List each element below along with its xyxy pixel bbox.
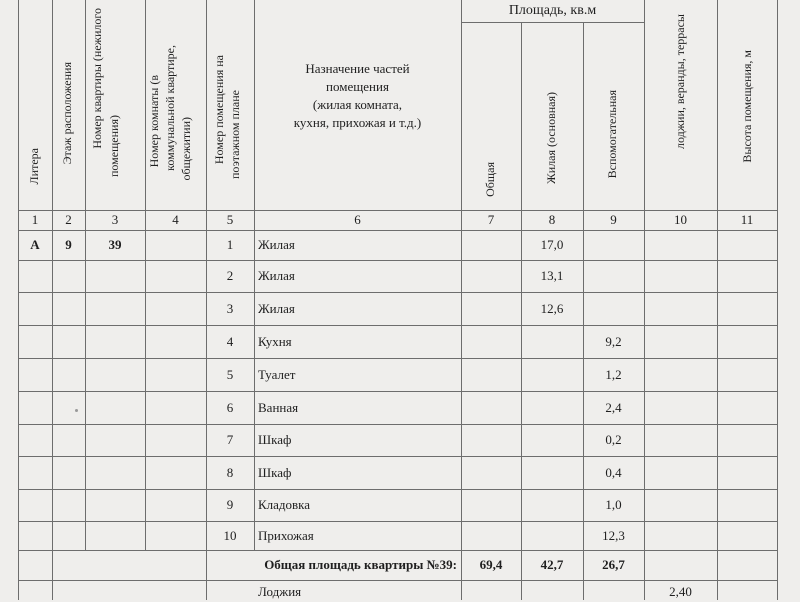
loggia-area: 2,40 <box>669 584 692 600</box>
summary-auxiliary: 26,7 <box>602 557 625 573</box>
header-purpose-line3: (жилая комната, <box>312 97 403 113</box>
room-number: 3 <box>226 300 234 316</box>
header-room-line2: коммунальной квартире, <box>163 45 177 171</box>
header-loggia: лоджии, веранды, террасы <box>673 14 687 150</box>
extra-room-name: Лоджия <box>258 584 302 600</box>
column-number: 8 <box>548 212 556 228</box>
header-purpose-line1: Назначение частей <box>305 61 410 77</box>
room-number: 2 <box>226 268 234 284</box>
summary-living: 42,7 <box>540 557 564 573</box>
speck <box>75 409 78 412</box>
header-room-line3: общежитии) <box>179 117 193 181</box>
room-number: 10 <box>223 527 237 543</box>
room-name: Жилая <box>258 237 295 253</box>
header-apartment-line1: Номер квартиры (нежилого <box>90 8 104 149</box>
room-number: 6 <box>226 399 234 415</box>
auxiliary-area: 1,0 <box>605 497 622 513</box>
auxiliary-area: 9,2 <box>605 333 622 349</box>
header-total: Общая <box>483 162 497 197</box>
living-area: 13,1 <box>540 268 564 284</box>
room-name: Кладовка <box>258 497 311 513</box>
summary-total: 69,4 <box>479 557 503 573</box>
column-number: 9 <box>610 212 617 228</box>
auxiliary-area: 1,2 <box>605 366 622 382</box>
area-group-header: Площадь, кв.м <box>508 2 597 18</box>
header-auxiliary: Вспомогательная <box>605 90 619 179</box>
header-purpose-line2: помещения <box>326 79 389 95</box>
header-purpose-line4: кухня, прихожая и т.д.) <box>293 115 422 131</box>
room-number: 4 <box>226 333 234 349</box>
summary-label: Общая площадь квартиры №39: <box>264 557 457 573</box>
room-number: 1 <box>226 237 234 253</box>
room-number: 8 <box>226 464 234 480</box>
auxiliary-area: 0,4 <box>605 464 622 480</box>
column-number: 1 <box>31 212 39 228</box>
auxiliary-area: 2,4 <box>605 399 622 415</box>
auxiliary-area: 0,2 <box>605 432 622 448</box>
column-number: 3 <box>111 212 119 228</box>
column-number: 2 <box>65 212 72 228</box>
litera-value: А <box>30 237 40 253</box>
column-number: 10 <box>674 212 687 228</box>
header-litera: Литера <box>27 148 41 185</box>
floor-value: 9 <box>65 237 72 253</box>
auxiliary-area: 12,3 <box>602 527 625 543</box>
room-number: 7 <box>226 432 234 448</box>
room-number: 5 <box>226 366 234 382</box>
room-number: 9 <box>226 497 234 513</box>
room-name: Шкаф <box>258 432 292 448</box>
room-name: Жилая <box>258 268 295 284</box>
room-name: Туалет <box>258 366 296 382</box>
room-name: Прихожая <box>258 527 314 543</box>
column-number: 7 <box>487 212 495 228</box>
apartment-value: 39 <box>108 237 122 253</box>
header-height: Высота помещения, м <box>740 50 754 163</box>
living-area: 17,0 <box>540 237 564 253</box>
room-name: Шкаф <box>258 464 292 480</box>
room-name: Кухня <box>258 333 292 349</box>
header-plan-line2: поэтажном плане <box>228 90 242 179</box>
column-number: 11 <box>740 212 754 228</box>
column-number: 6 <box>354 212 361 228</box>
header-living: Жилая (основная) <box>544 92 558 184</box>
room-name: Ванная <box>258 399 299 415</box>
living-area: 12,6 <box>540 300 564 316</box>
header-plan-line1: Номер помещения на <box>212 55 226 165</box>
header-room-line1: Номер комнаты (в <box>147 75 161 168</box>
column-number: 5 <box>226 212 234 228</box>
column-number: 4 <box>172 212 179 228</box>
header-apartment-line2: помещения) <box>107 115 121 178</box>
room-name: Жилая <box>258 300 295 316</box>
header-floor: Этаж расположения <box>60 62 74 165</box>
